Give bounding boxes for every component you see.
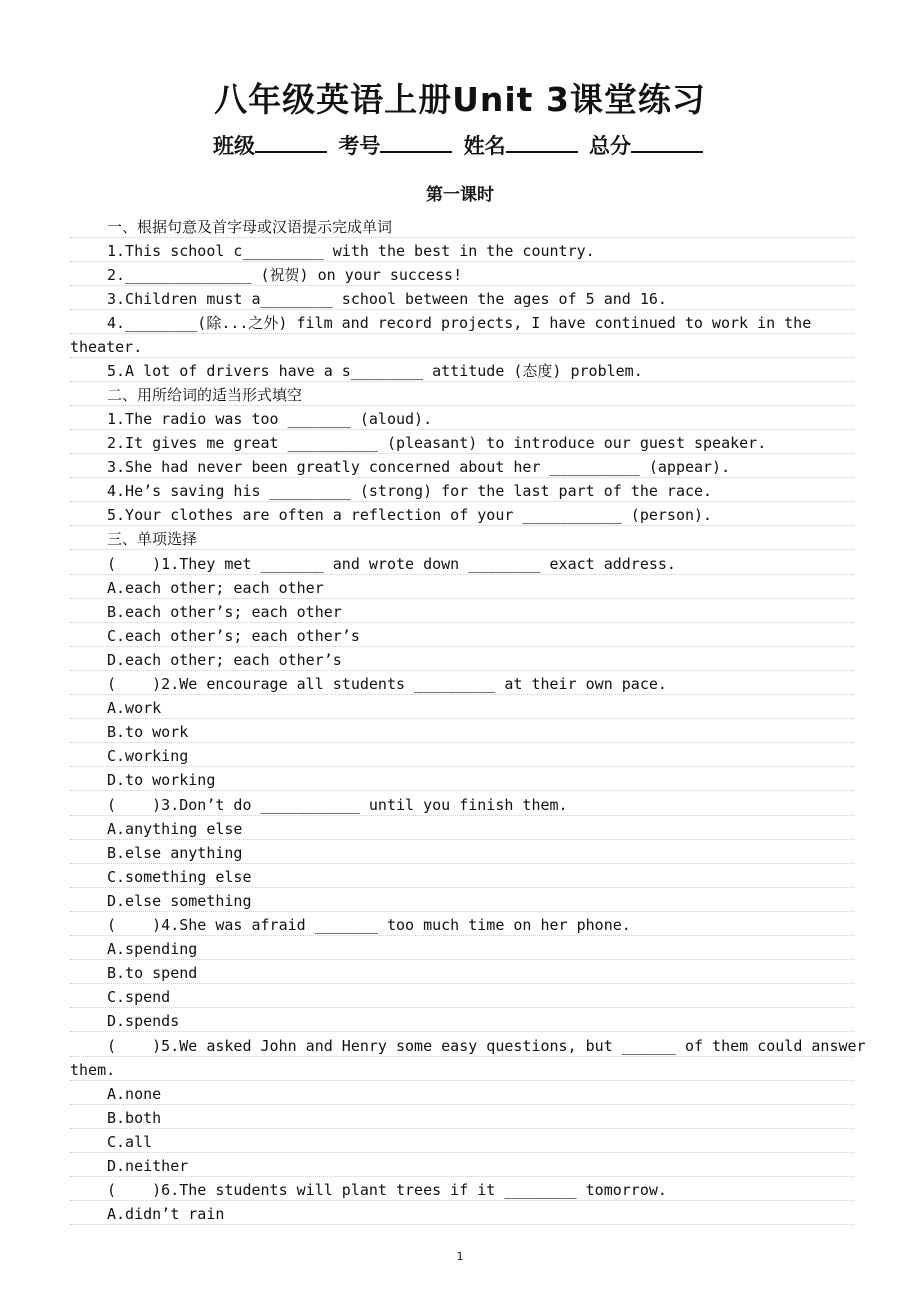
question-line: ( )1.They met _______ and wrote down ________ exact address. (70, 552, 854, 576)
class-label: 班级 (213, 134, 256, 158)
exercise-line: 5.Your clothes are often a reflection of your ___________ (person). (70, 503, 854, 527)
lesson-heading: 第一课时 (426, 185, 494, 205)
option-line: D.each other; each other’s (70, 648, 854, 672)
question-line: ( )4.She was afraid _______ too much time on her phone. (70, 913, 854, 937)
section-heading: 二、用所给词的适当形式填空 (70, 383, 854, 407)
exercise-line: theater. (70, 335, 854, 359)
exercise-line: 5.A lot of drivers have a s________ attitude (态度) problem. (70, 359, 854, 383)
option-line: D.neither (70, 1154, 854, 1178)
section-heading: 三、单项选择 (70, 527, 854, 551)
option-line: A.spending (70, 937, 854, 961)
question-line: ( )2.We encourage all students _________ at their own pace. (70, 672, 854, 696)
option-line: B.to spend (70, 961, 854, 985)
exercise-line: 4.He’s saving his _________ (strong) for the last part of the race. (70, 479, 854, 503)
option-line: C.spend (70, 985, 854, 1009)
option-line: B.both (70, 1106, 854, 1130)
option-line: D.spends (70, 1009, 854, 1033)
exercise-line: 1.The radio was too _______ (aloud). (70, 407, 854, 431)
section-heading: 一、根据句意及首字母或汉语提示完成单词 (70, 215, 854, 239)
exercise-line: 3.Children must a________ school between the ages of 5 and 16. (70, 287, 854, 311)
question-line: ( )5.We asked John and Henry some easy questions, but ______ of them could answer (70, 1034, 854, 1058)
exercise-line: 4.________(除...之外) film and record projects, I have continued to work in the (70, 311, 854, 335)
option-line: B.to work (70, 720, 854, 744)
option-line: D.else something (70, 889, 854, 913)
exam-number-label: 考号 (338, 134, 381, 158)
page-number: 1 (456, 1250, 464, 1263)
option-line: B.else anything (70, 841, 854, 865)
option-line: A.anything else (70, 817, 854, 841)
exercise-line: 2.______________ (祝贺) on your success! (70, 263, 854, 287)
score-label: 总分 (588, 134, 631, 158)
name-label: 姓名 (463, 134, 506, 158)
option-line: C.each other’s; each other’s (70, 624, 854, 648)
option-line: A.didn’t rain (70, 1202, 854, 1226)
option-line: A.none (70, 1082, 854, 1106)
option-line: C.all (70, 1130, 854, 1154)
question-line: ( )6.The students will plant trees if it ________ tomorrow. (70, 1178, 854, 1202)
question-line: them. (70, 1058, 854, 1082)
exercise-line: 3.She had never been greatly concerned about her __________ (appear). (70, 455, 854, 479)
question-line: ( )3.Don’t do ___________ until you finish them. (70, 793, 854, 817)
exercise-line: 2.It gives me great __________ (pleasant) to introduce our guest speaker. (70, 431, 854, 455)
option-line: B.each other’s; each other (70, 600, 854, 624)
option-line: A.work (70, 696, 854, 720)
option-line: A.each other; each other (70, 576, 854, 600)
option-line: C.something else (70, 865, 854, 889)
exercise-line: 1.This school c_________ with the best in the country. (70, 239, 854, 263)
option-line: D.to working (70, 768, 854, 792)
page-title: 八年级英语上册Unit 3课堂练习 (214, 80, 706, 119)
option-line: C.working (70, 744, 854, 768)
